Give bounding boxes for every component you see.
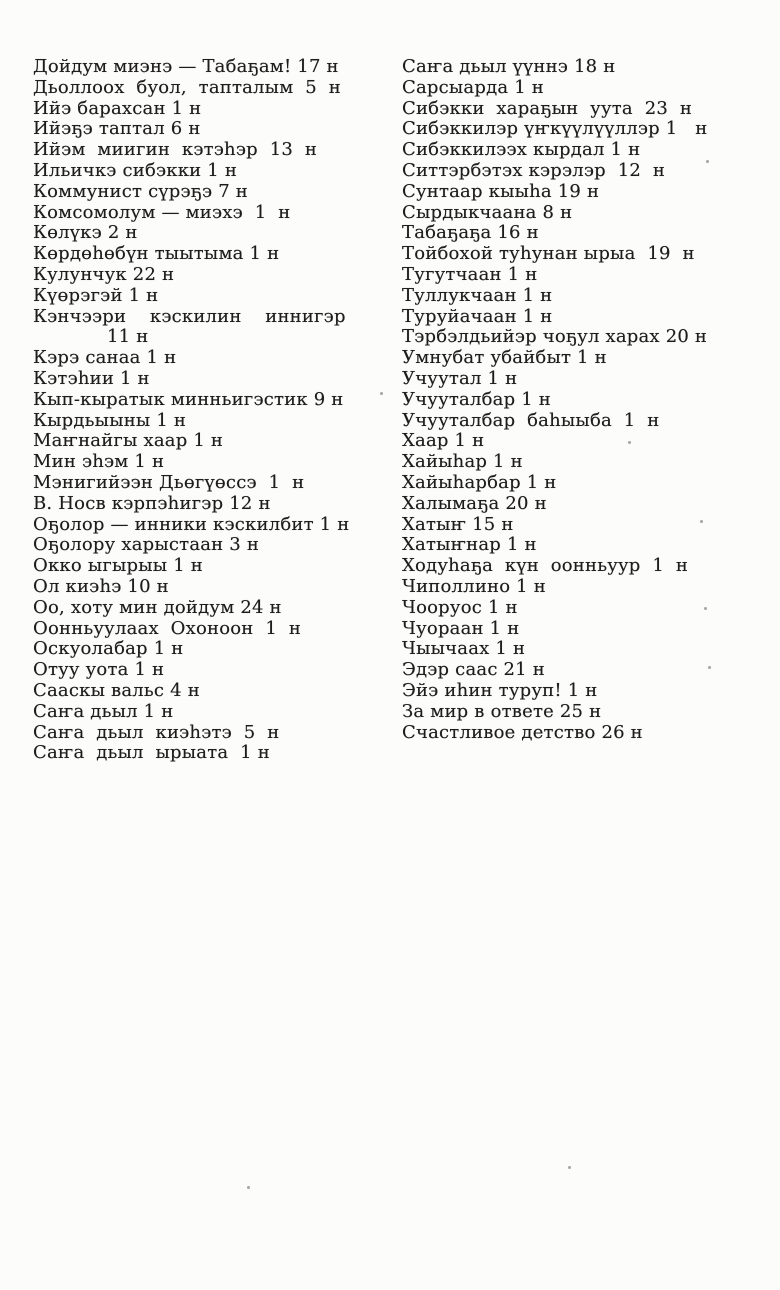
index-line: Чооруос 1 н: [402, 596, 518, 618]
index-line: Сааскы вальс 4 н: [33, 679, 200, 701]
index-line: За мир в ответе 25 н: [402, 700, 602, 722]
scan-speck: [708, 666, 711, 669]
index-line: Хаар 1 н: [402, 430, 485, 452]
index-line: Учууталбар 1 н: [402, 388, 551, 410]
index-line: Саҥа дьыл ырыата 1 н: [33, 742, 270, 764]
index-line: Учуутал 1 н: [402, 367, 518, 389]
scan-speck: [380, 392, 383, 395]
index-line: Кып-кыратык минньигэстик 9 н: [33, 388, 344, 410]
index-line: Табаҕаҕа 16 н: [402, 222, 539, 244]
right-column: [402, 57, 764, 743]
index-line: Мэнигийээн Дьөгүөссэ 1 н: [33, 471, 305, 493]
index-line: Оскуолабар 1 н: [33, 638, 184, 660]
index-line: Хайыһар 1 н: [402, 451, 523, 473]
left-column: [33, 57, 395, 764]
index-line: Оҕолору харыстаан 3 н: [33, 534, 260, 556]
index-line: Сибэкки хараҕын уута 23 н: [402, 97, 693, 119]
index-line: Кырдьыыны 1 н: [33, 409, 187, 431]
index-line: Ийэм миигин кэтэһэр 13 н: [33, 139, 318, 161]
index-line: Счастливое детство 26 н: [402, 721, 643, 743]
index-line: Сибэккилээх кырдал 1 н: [402, 139, 641, 161]
index-line: Ильичкэ сибэкки 1 н: [33, 159, 238, 181]
scan-speck: [247, 1186, 250, 1189]
index-line: Дьоллоох буол, тапталым 5 н: [33, 76, 341, 98]
index-line: Эдэр саас 21 н: [402, 659, 545, 681]
index-line: Тугутчаан 1 н: [402, 263, 538, 285]
index-line: Ийэ барахсан 1 н: [33, 97, 202, 119]
index-line: Сарсыарда 1 н: [402, 76, 544, 98]
index-line: Тойбохой туһунан ырыа 19 н: [402, 243, 695, 265]
index-line: Эйэ иһин туруп! 1 н: [402, 679, 598, 701]
index-line: Отуу уота 1 н: [33, 659, 165, 681]
index-line: Оҕолор — инники кэскилбит 1 н: [33, 513, 350, 535]
index-line: Сибэккилэр үҥкүүлүүллэр 1 н: [402, 118, 708, 140]
index-line: Саҥа дьыл үүннэ 18 н: [402, 56, 616, 77]
index-line: Маҥнайгы хаар 1 н: [33, 430, 224, 452]
index-line: Сунтаар кыыһа 19 н: [402, 180, 600, 202]
index-line: Саҥа дьыл киэһэтэ 5 н: [33, 721, 280, 743]
index-line: Тэрбэлдьийэр чоҕул харах 20 н: [402, 326, 708, 348]
index-line: Коммунист сүрэҕэ 7 н: [33, 180, 248, 202]
index-line: Сырдыкчаана 8 н: [402, 201, 573, 223]
index-line: Кэрэ санаа 1 н: [33, 347, 177, 369]
scan-speck: [700, 520, 703, 523]
scan-speck: [568, 1166, 571, 1169]
index-line: Кэтэһии 1 н: [33, 367, 150, 389]
index-line: В. Носв кэрпэһигэр 12 н: [33, 492, 271, 514]
index-line: Кэнчээри кэскилин иннигэр: [33, 305, 346, 327]
index-line: Ол киэһэ 10 н: [33, 575, 169, 597]
index-line: Ситтэрбэтэх кэрэлэр 12 н: [402, 159, 666, 181]
index-line: Саҥа дьыл 1 н: [33, 700, 174, 722]
index-line: Күөрэгэй 1 н: [33, 284, 159, 306]
index-line: Туллукчаан 1 н: [402, 284, 553, 306]
index-line: Чуораан 1 н: [402, 617, 520, 639]
index-line: Дойдум миэнэ — Табаҕам! 17 н: [33, 56, 339, 77]
index-line: Умнубат убайбыт 1 н: [402, 347, 607, 369]
index-line: 11 н: [107, 326, 149, 348]
index-line: Туруйачаан 1 н: [402, 305, 553, 327]
scan-speck: [628, 441, 631, 444]
index-line: Чиполлино 1 н: [402, 575, 546, 597]
index-line: Учууталбар баһыыба 1 н: [402, 409, 660, 431]
index-line: Кулунчук 22 н: [33, 263, 175, 285]
index-line: Мин эһэм 1 н: [33, 451, 165, 473]
index-line: Ийэҕэ таптал 6 н: [33, 118, 201, 140]
index-line: Окко ыгырыы 1 н: [33, 555, 203, 577]
index-line: Хайыһарбар 1 н: [402, 471, 557, 493]
index-line: Оо, хоту мин дойдум 24 н: [33, 596, 282, 618]
scan-speck: [706, 160, 709, 163]
index-line: Ходуһаҕа күн оонньуур 1 н: [402, 555, 689, 577]
index-line: Хатыҥ 15 н: [402, 513, 514, 535]
index-line: Чыычаах 1 н: [402, 638, 526, 660]
index-line: Хатыҥнар 1 н: [402, 534, 537, 556]
index-line: Халымаҕа 20 н: [402, 492, 547, 514]
index-line: Оонньуулаах Охоноон 1 н: [33, 617, 302, 639]
index-line: Комсомолум — миэхэ 1 н: [33, 201, 291, 223]
index-line: Көлүкэ 2 н: [33, 222, 138, 244]
scan-speck: [704, 607, 707, 610]
index-line: Көрдөһөбүн тыытыма 1 н: [33, 243, 280, 265]
